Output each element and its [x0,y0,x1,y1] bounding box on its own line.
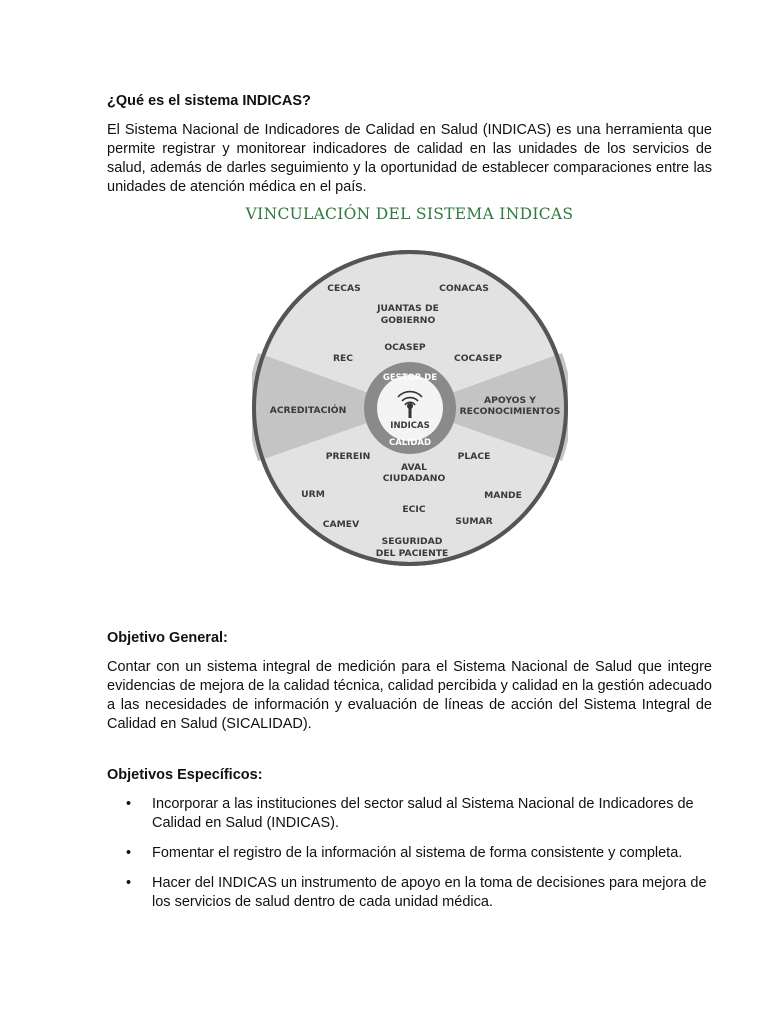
label-conacas: CONACAS [439,283,489,294]
label-seguridad-2: DEL PACIENTE [375,548,449,559]
hub-label-bottom: CALIDAD [388,438,432,448]
label-cocasep: COCASEP [453,353,503,364]
bullet: • [126,875,132,891]
list-item [107,844,712,863]
label-ocasep: OCASEP [384,342,426,353]
label-apoyos-1: APOYOS Y [484,395,536,406]
list-item [107,874,712,912]
label-acreditacion: ACREDITACIÓN [269,405,347,416]
bullet: • [126,796,132,812]
label-juntas-1: JUANTAS DE [377,303,439,314]
label-aval-2: CIUDADANO [382,473,446,484]
label-prerein: PREREIN [325,451,371,462]
objetivo-general-heading: Objetivo General: [107,630,228,646]
objetivos-especificos-heading: Objetivos Específicos: [107,767,263,783]
objetivos-list [107,795,712,923]
list-item-text: Hacer del INDICAS un instrumento de apoyo en la toma de decisiones para mejora de los servicios de salud dentro de cada unidad médica. [152,875,707,910]
label-apoyos-2: RECONOCIMIENTOS [459,406,561,417]
label-urm: URM [301,489,325,500]
label-cecas: CECAS [327,283,361,294]
intro-heading: ¿Qué es el sistema INDICAS? [107,93,311,109]
objetivo-general-paragraph: Contar con un sistema integral de medición para el Sistema Nacional de Salud que integre evidencias de mejora de la calidad técnica, calidad percibida y calidad en la gestión adecuado a las necesidades de información y evaluación de líneas de acción del Sistema Integral de Calidad en Salud (SICALIDAD). [107,659,712,732]
intro-paragraph: El Sistema Nacional de Indicadores de Calidad en Salud (INDICAS) es una herramienta que permite registrar y monitorear indicadores de calidad en las unidades de los servicios de salud, además de darles seguimiento y la oportunidad de establecer comparaciones entre las unidades de atención médica en el país. [107,122,712,195]
list-item-text: Fomentar el registro de la información al sistema de forma consistente y completa. [152,845,683,861]
list-item [107,795,712,833]
label-aval-1: AVAL [401,462,427,473]
label-juntas-2: GOBIERNO [380,315,436,326]
label-sumar: SUMAR [455,516,493,527]
indicas-wheel-diagram [252,243,568,573]
bullet: • [126,845,132,861]
label-seguridad-1: SEGURIDAD [381,536,443,547]
list-item-text: Incorporar a las instituciones del sector salud al Sistema Nacional de Indicadores de Calidad en Salud (INDICAS). [152,796,694,831]
label-mande: MANDE [484,490,522,501]
hub-label-top: GESTOR DE [382,373,438,383]
diagram-title: VINCULACIÓN DEL SISTEMA INDICAS [245,205,574,223]
hub-label-indicas: INDICAS [390,421,430,431]
label-rec: REC [332,353,354,364]
label-camev: CAMEV [322,519,360,530]
label-place: PLACE [457,451,491,462]
label-ecic: ECIC [402,504,426,515]
